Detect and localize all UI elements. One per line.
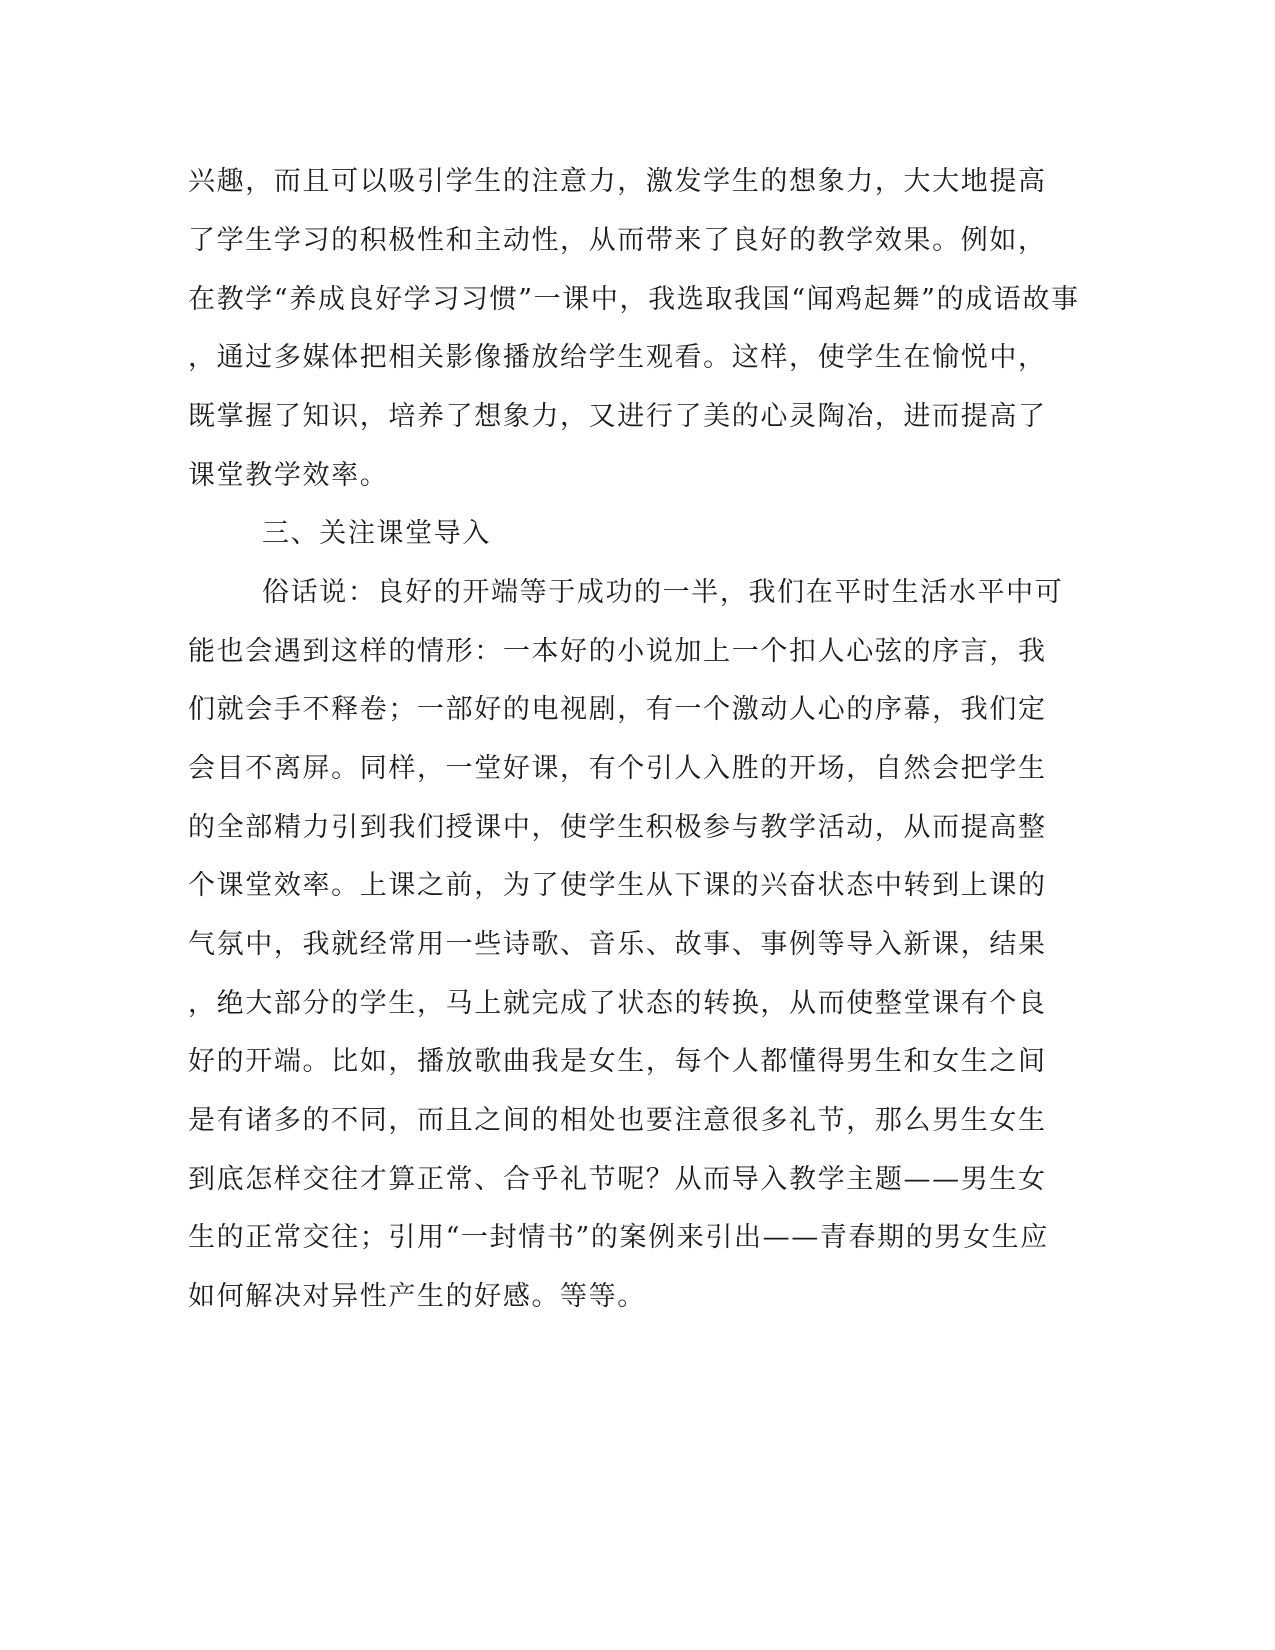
- text-line: 好的开端。比如，播放歌曲我是女生，每个人都懂得男生和女生之间: [188, 1046, 1047, 1077]
- paragraph-first-line: 俗话说：良好的开端等于成功的一半，我们在平时生活水平中可: [262, 577, 1064, 608]
- text-line: ，绝大部分的学生，马上就完成了状态的转换，从而使整堂课有个良: [188, 988, 1047, 1019]
- text-line: 既掌握了知识，培养了想象力，又进行了美的心灵陶冶，进而提高了: [188, 401, 1047, 432]
- text-line: 生的正常交往；引用“一封情书”的案例来引出——青春期的男女生应: [188, 1222, 1049, 1253]
- text-line: 的全部精力引到我们授课中，使学生积极参与教学活动，从而提高整: [188, 812, 1047, 843]
- text-line: 到底怎样交往才算正常、合乎礼节呢？从而导入教学主题——男生女: [188, 1164, 1047, 1195]
- text-line: 个课堂效率。上课之前，为了使学生从下课的兴奋状态中转到上课的: [188, 870, 1047, 901]
- text-line: 兴趣，而且可以吸引学生的注意力，激发学生的想象力，大大地提高: [188, 166, 1047, 197]
- text-line: 们就会手不释卷；一部好的电视剧，有一个激动人心的序幕，我们定: [188, 694, 1047, 725]
- text-line: ，通过多媒体把相关影像播放给学生观看。这样，使学生在愉悦中，: [188, 342, 1047, 373]
- text-line: 会目不离屏。同样，一堂好课，有个引人入胜的开场，自然会把学生: [188, 753, 1047, 784]
- text-line: 是有诸多的不同，而且之间的相处也要注意很多礼节，那么男生女生: [188, 1105, 1047, 1136]
- text-line: 能也会遇到这样的情形：一本好的小说加上一个扣人心弦的序言，我: [188, 636, 1047, 667]
- text-line: 如何解决对异性产生的好感。等等。: [188, 1281, 646, 1312]
- text-line: 气氛中，我就经常用一些诗歌、音乐、故事、事例等导入新课，结果: [188, 929, 1047, 960]
- text-line: 了学生学习的积极性和主动性，从而带来了良好的教学效果。例如，: [188, 225, 1047, 256]
- text-line: 课堂教学效率。: [188, 460, 389, 491]
- section-heading: 三、关注课堂导入: [262, 518, 491, 549]
- text-line: 在教学“养成良好学习习惯”一课中，我选取我国“闻鸡起舞”的成语故事: [188, 284, 1080, 315]
